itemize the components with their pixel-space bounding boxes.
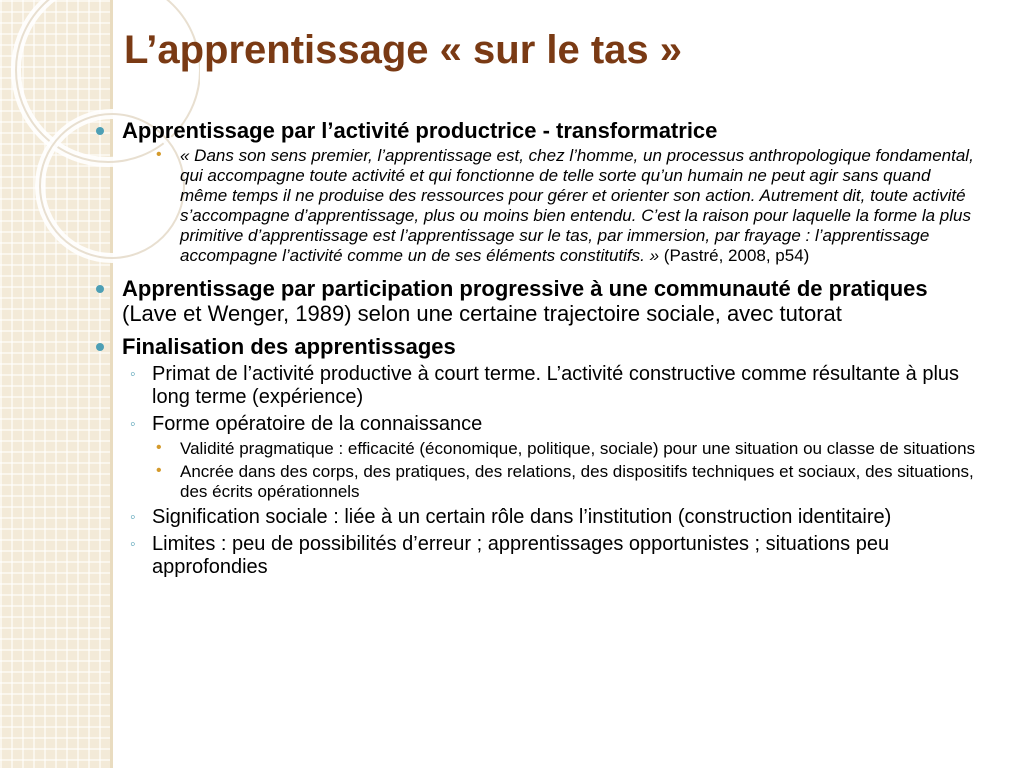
bullet-dot-icon — [96, 285, 104, 293]
bullet-dot-icon: • — [156, 439, 162, 456]
bullet-circle-icon: ◦ — [130, 536, 136, 553]
bullet-circle-icon: ◦ — [130, 416, 136, 433]
bullet-finalisation — [96, 334, 980, 359]
sub-sub-bullet-ancree — [96, 462, 980, 502]
bullet-label: Finalisation des apprentissages — [122, 334, 456, 359]
bullet-label: Apprentissage par l’activité productrice - transformatrice — [122, 118, 718, 143]
bullet-rest-text: (Lave et Wenger, 1989) selon une certaine trajectoire sociale, avec tutorat — [122, 301, 842, 326]
bullet-dot-icon — [96, 127, 104, 135]
sub-bullet-text: Forme opératoire de la connaissance — [152, 413, 483, 435]
sub-bullet-signification — [96, 506, 980, 529]
quote-reference: (Pastré, 2008, p54) — [659, 246, 810, 265]
sub-bullet-primat — [96, 363, 980, 409]
bullet-circle-icon: ◦ — [130, 366, 136, 383]
slide-content — [96, 112, 980, 579]
sub-sub-bullet-text: Validité pragmatique : efficacité (économique, politique, sociale) pour une situation ou classe de situations — [180, 439, 976, 458]
sub-bullet-text: Signification sociale : liée à un certain rôle dans l’institution (construction identitaire) — [152, 506, 892, 528]
bullet-circle-icon: ◦ — [130, 509, 136, 526]
bullet-activite-productrice — [96, 118, 980, 143]
sub-bullet-text: Limites : peu de possibilités d’erreur ; apprentissages opportunistes ; situations peu approfondies — [152, 533, 890, 578]
sub-bullet-forme-operatoire — [96, 413, 980, 436]
sub-sub-bullet-text: Ancrée dans des corps, des pratiques, des relations, des dispositifs techniques et sociaux, des situations, des écrits opérationnels — [180, 462, 974, 501]
bullet-dot-icon: • — [156, 146, 162, 163]
quote-pastre — [96, 146, 980, 266]
bullet-communaute-pratiques — [96, 276, 980, 326]
bullet-dot-icon — [96, 343, 104, 351]
quote-text: « Dans son sens premier, l’apprentissage est, chez l’homme, un processus anthropologique fondamental, qui accompagne toute activité et qui fonctionne de telle sorte qu’un humain ne peut agir sans quand même temps il ne produise des ressources pour gérer et orienter son action. Autrement dit, toute activité s’accompagne d’apprentissage, plus ou moins bien entendu. C’est la raison pour laquelle la forme la plus primitive d’apprentissage est l’apprentissage sur le tas, par immersion, par frayage : l’apprentissage accompagne l’activité comme un de ses éléments constitutifs. » — [180, 146, 974, 265]
slide-title: L’apprentissage « sur le tas » — [124, 28, 683, 72]
bullet-bold-text: Apprentissage par participation progressive à une communauté de pratiques — [122, 276, 928, 301]
bullet-dot-icon: • — [156, 462, 162, 479]
sub-bullet-limites — [96, 533, 980, 579]
sub-sub-bullet-validite — [96, 439, 980, 459]
sub-bullet-text: Primat de l’activité productive à court terme. L’activité constructive comme résultante à plus long terme (expérience) — [152, 363, 960, 408]
